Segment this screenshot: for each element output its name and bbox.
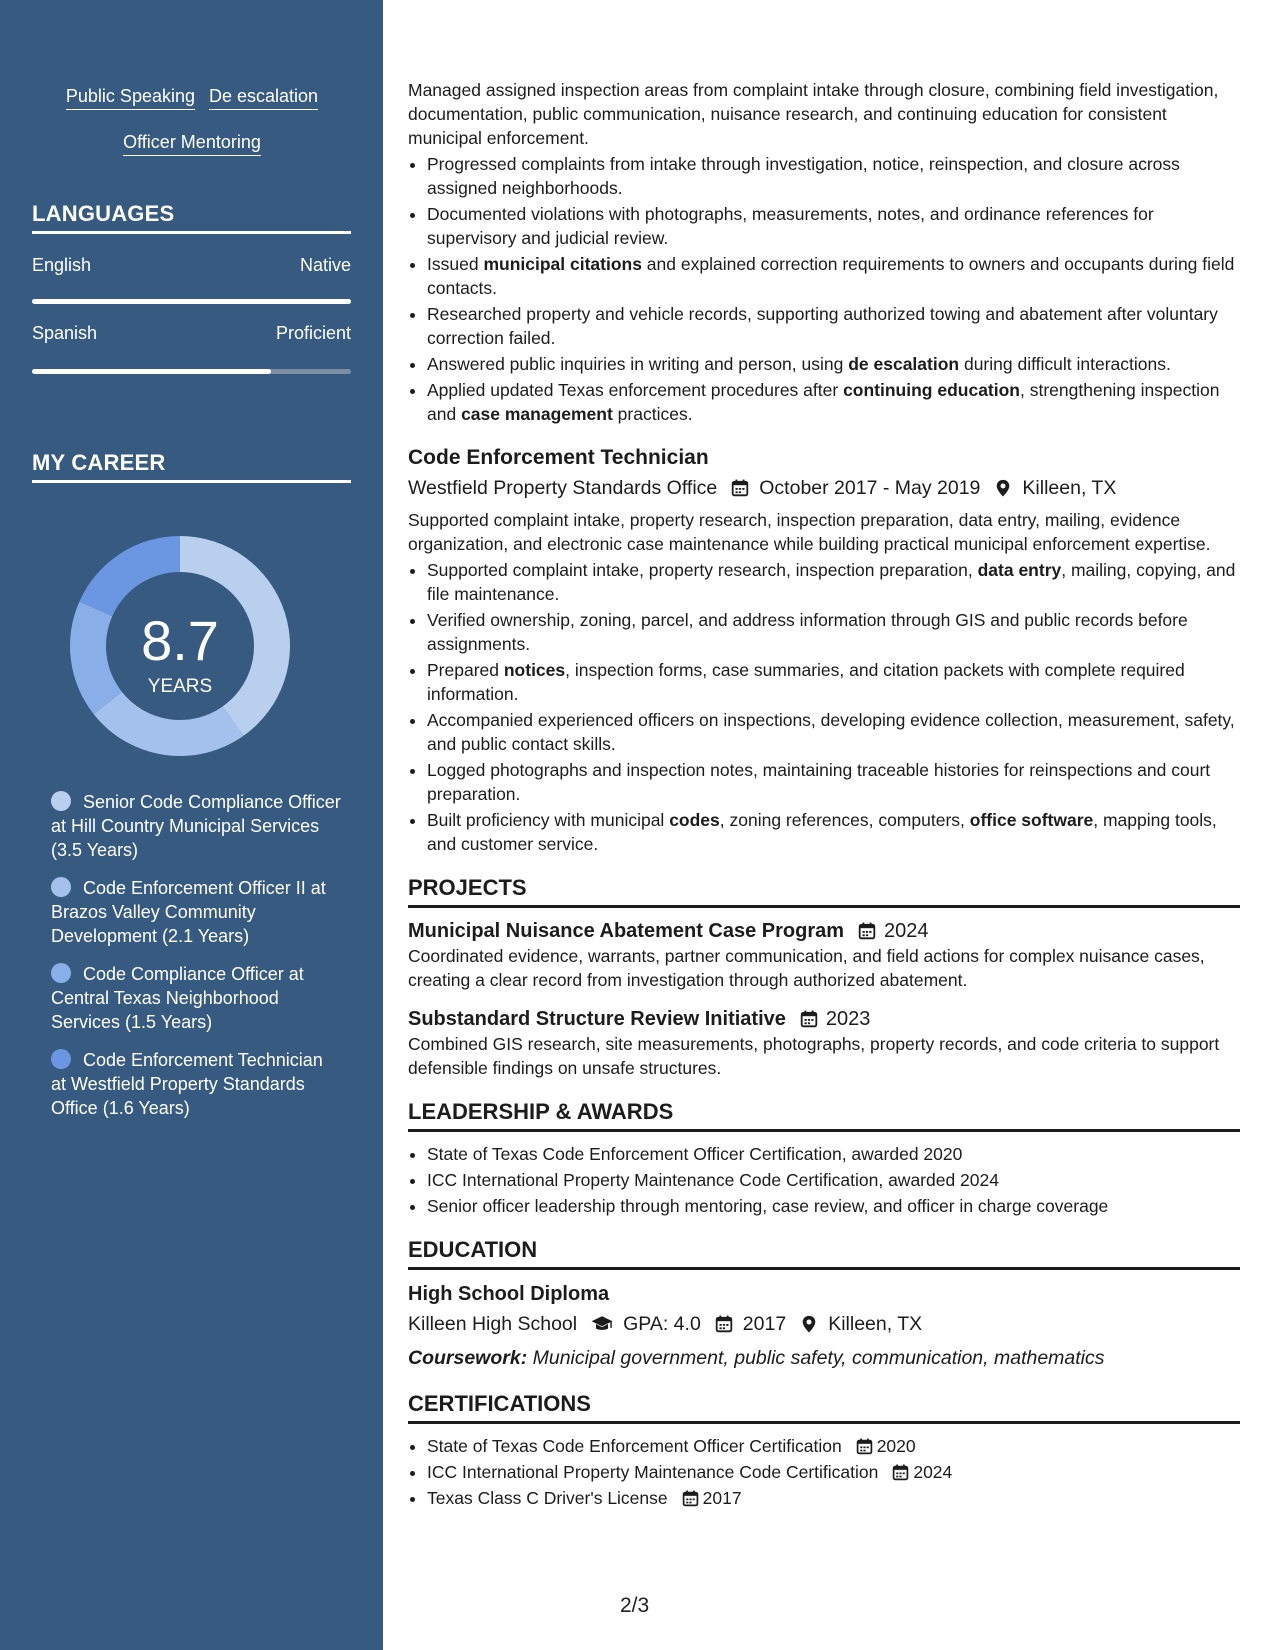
calendar-icon xyxy=(858,922,876,940)
project-year: 2023 xyxy=(825,1008,871,1030)
career-legend-dot xyxy=(51,791,71,811)
language-row xyxy=(32,255,351,276)
career-item xyxy=(51,1048,341,1120)
certifications-list xyxy=(408,1434,1240,1510)
calendar-icon xyxy=(682,1490,699,1507)
job-bullets xyxy=(408,558,1240,856)
certification-year: 2020 xyxy=(876,1436,916,1456)
certification-item xyxy=(427,1486,1240,1510)
calendar-icon xyxy=(856,1438,873,1455)
leadership-heading: LEADERSHIP & AWARDS xyxy=(408,1098,1240,1132)
education-school: Killeen High School xyxy=(408,1313,578,1335)
skill-tag: Public Speaking xyxy=(66,86,195,110)
certification-name: • ICC International Property Maintenance Code Certification xyxy=(427,1462,879,1482)
calendar-icon xyxy=(715,1315,733,1333)
career-donut-segment xyxy=(70,602,122,715)
career-legend-dot xyxy=(51,963,71,983)
leadership-item: • ICC International Property Maintenance Code Certification, awarded 2024 xyxy=(427,1168,1240,1192)
project-title-row xyxy=(408,1006,1240,1032)
experience-bullets xyxy=(408,152,1240,426)
bullet-item: • Documented violations with photographs, measurements, notes, and ordinance references for supervisory and judicial review. xyxy=(427,202,1240,250)
education-degree: High School Diploma xyxy=(408,1283,610,1305)
career-item xyxy=(51,962,341,1034)
certification-name: • State of Texas Code Enforcement Officer Certification xyxy=(427,1436,842,1456)
bullet-item: • Researched property and vehicle records, supporting authorized towing and abatement after voluntary correction failed. xyxy=(427,302,1240,350)
education-meta xyxy=(408,1310,1240,1338)
leadership-list xyxy=(408,1142,1240,1218)
job-dates: October 2017 - May 2019 xyxy=(759,477,981,499)
coursework-label: Coursework: xyxy=(408,1347,528,1369)
language-name: Spanish xyxy=(32,323,98,343)
bullet-item: • Accompanied experienced officers on inspections, developing evidence collection, measurement, safety, and public contact skills. xyxy=(427,708,1240,756)
bullet-item: • Applied updated Texas enforcement procedures after continuing education, strengthening inspection and case management practices. xyxy=(427,378,1240,426)
certification-name: • Texas Class C Driver's License xyxy=(427,1488,668,1508)
project-year: 2024 xyxy=(884,920,929,942)
calendar-icon xyxy=(892,1464,909,1481)
career-legend-dot xyxy=(51,877,71,897)
career-item-text: Senior Code Compliance Officer at Hill Country Municipal Services (3.5 Years) xyxy=(51,792,341,860)
skills-list xyxy=(32,86,352,178)
job-company: Westfield Property Standards Office xyxy=(408,477,718,499)
project-description: Combined GIS research, site measurements, photographs, property records, and code criteria to support defensible findings on unsafe structures. xyxy=(408,1034,1220,1078)
job-summary: Supported complaint intake, property research, inspection preparation, data entry, mailing, evidence organization, and electronic case maintenance while building practical municipal enforcement expertise. xyxy=(408,510,1211,554)
language-row xyxy=(32,323,351,344)
bullet-item: • Built proficiency with municipal codes, zoning references, computers, office software, mapping tools, and customer service. xyxy=(427,808,1240,856)
calendar-icon xyxy=(800,1010,818,1028)
projects-heading: PROJECTS xyxy=(408,874,1240,908)
bullet-item: • Prepared notices, inspection forms, case summaries, and citation packets with complete required information. xyxy=(427,658,1240,706)
certification-year: 2017 xyxy=(702,1488,742,1508)
language-proficiency-fill xyxy=(32,369,271,374)
location-pin-icon xyxy=(994,479,1012,497)
leadership-item: • State of Texas Code Enforcement Officer Certification, awarded 2020 xyxy=(427,1142,1240,1166)
career-heading: MY CAREER xyxy=(32,450,351,483)
certification-item xyxy=(427,1460,1240,1484)
page-number: 2/3 xyxy=(620,1594,650,1617)
job-meta xyxy=(408,474,1240,502)
project-title-row xyxy=(408,918,1240,944)
education-location: Killeen, TX xyxy=(828,1313,923,1335)
career-item xyxy=(51,790,341,862)
career-item-text: Code Enforcement Officer II at Brazos Valley Community Development (2.1 Years) xyxy=(51,878,326,946)
skill-tag: De escalation xyxy=(209,86,318,110)
bullet-item: • Issued municipal citations and explained correction requirements to owners and occupants during field contacts. xyxy=(427,252,1240,300)
job-title: Code Enforcement Technician xyxy=(408,446,709,469)
education-year: 2017 xyxy=(742,1313,787,1335)
graduation-cap-icon xyxy=(591,1315,613,1333)
language-proficiency-bar xyxy=(32,369,351,374)
career-item-text: Code Compliance Officer at Central Texas Neighborhood Services (1.5 Years) xyxy=(51,964,304,1032)
bullet-item: • Progressed complaints from intake through investigation, notice, reinspection, and closure across assigned neighborhoods. xyxy=(427,152,1240,200)
career-total-value: 8.7 xyxy=(141,609,219,672)
project-description: Coordinated evidence, warrants, partner communication, and field actions for complex nuisance cases, creating a clear record from investigation through authorized abatement. xyxy=(408,946,1205,990)
language-proficiency-bar xyxy=(32,299,351,304)
bullet-item: • Supported complaint intake, property research, inspection preparation, data entry, mailing, copying, and file maintenance. xyxy=(427,558,1240,606)
certification-year: 2024 xyxy=(913,1462,953,1482)
career-donut-segment xyxy=(94,692,244,756)
career-item xyxy=(51,876,341,948)
education-heading: EDUCATION xyxy=(408,1236,1240,1270)
languages-heading: LANGUAGES xyxy=(32,201,351,234)
language-name: English xyxy=(32,255,92,275)
bullet-item: • Verified ownership, zoning, parcel, and address information through GIS and public records before assignments. xyxy=(427,608,1240,656)
sidebar xyxy=(0,0,383,1650)
language-level: Proficient xyxy=(275,323,351,343)
location-pin-icon xyxy=(800,1315,818,1333)
experience-summary: Managed assigned inspection areas from complaint intake through closure, combining field investigation, documentation, public communication, nuisance research, and continuing education for consistent municipal enforcement. xyxy=(408,80,1219,148)
certification-item xyxy=(427,1434,1240,1458)
calendar-icon xyxy=(731,479,749,497)
job-location: Killeen, TX xyxy=(1022,477,1117,499)
language-proficiency-fill xyxy=(32,299,351,304)
language-level: Native xyxy=(299,255,351,275)
career-list xyxy=(51,790,341,1134)
bullet-item: • Answered public inquiries in writing and person, using de escalation during difficult interactions. xyxy=(427,352,1240,376)
career-total-unit: YEARS xyxy=(147,676,213,697)
project-title: Municipal Nuisance Abatement Case Program xyxy=(408,920,845,942)
education-gpa: GPA: 4.0 xyxy=(623,1313,701,1335)
project-title: Substandard Structure Review Initiative xyxy=(408,1008,786,1030)
career-item-text: Code Enforcement Technician at Westfield Property Standards Office (1.6 Years) xyxy=(51,1050,323,1118)
career-donut-chart xyxy=(62,528,298,764)
education-coursework xyxy=(408,1344,1240,1372)
bullet-item: • Logged photographs and inspection notes, maintaining traceable histories for reinspections and court preparation. xyxy=(427,758,1240,806)
coursework-text: Municipal government, public safety, communication, mathematics xyxy=(532,1347,1105,1369)
leadership-item: • Senior officer leadership through mentoring, case review, and officer in charge coverage xyxy=(427,1194,1240,1218)
skill-tag: Officer Mentoring xyxy=(123,132,261,156)
certifications-heading: CERTIFICATIONS xyxy=(408,1390,1240,1424)
career-donut-segment xyxy=(79,536,180,616)
career-legend-dot xyxy=(51,1049,71,1069)
main-content xyxy=(408,78,1240,1512)
